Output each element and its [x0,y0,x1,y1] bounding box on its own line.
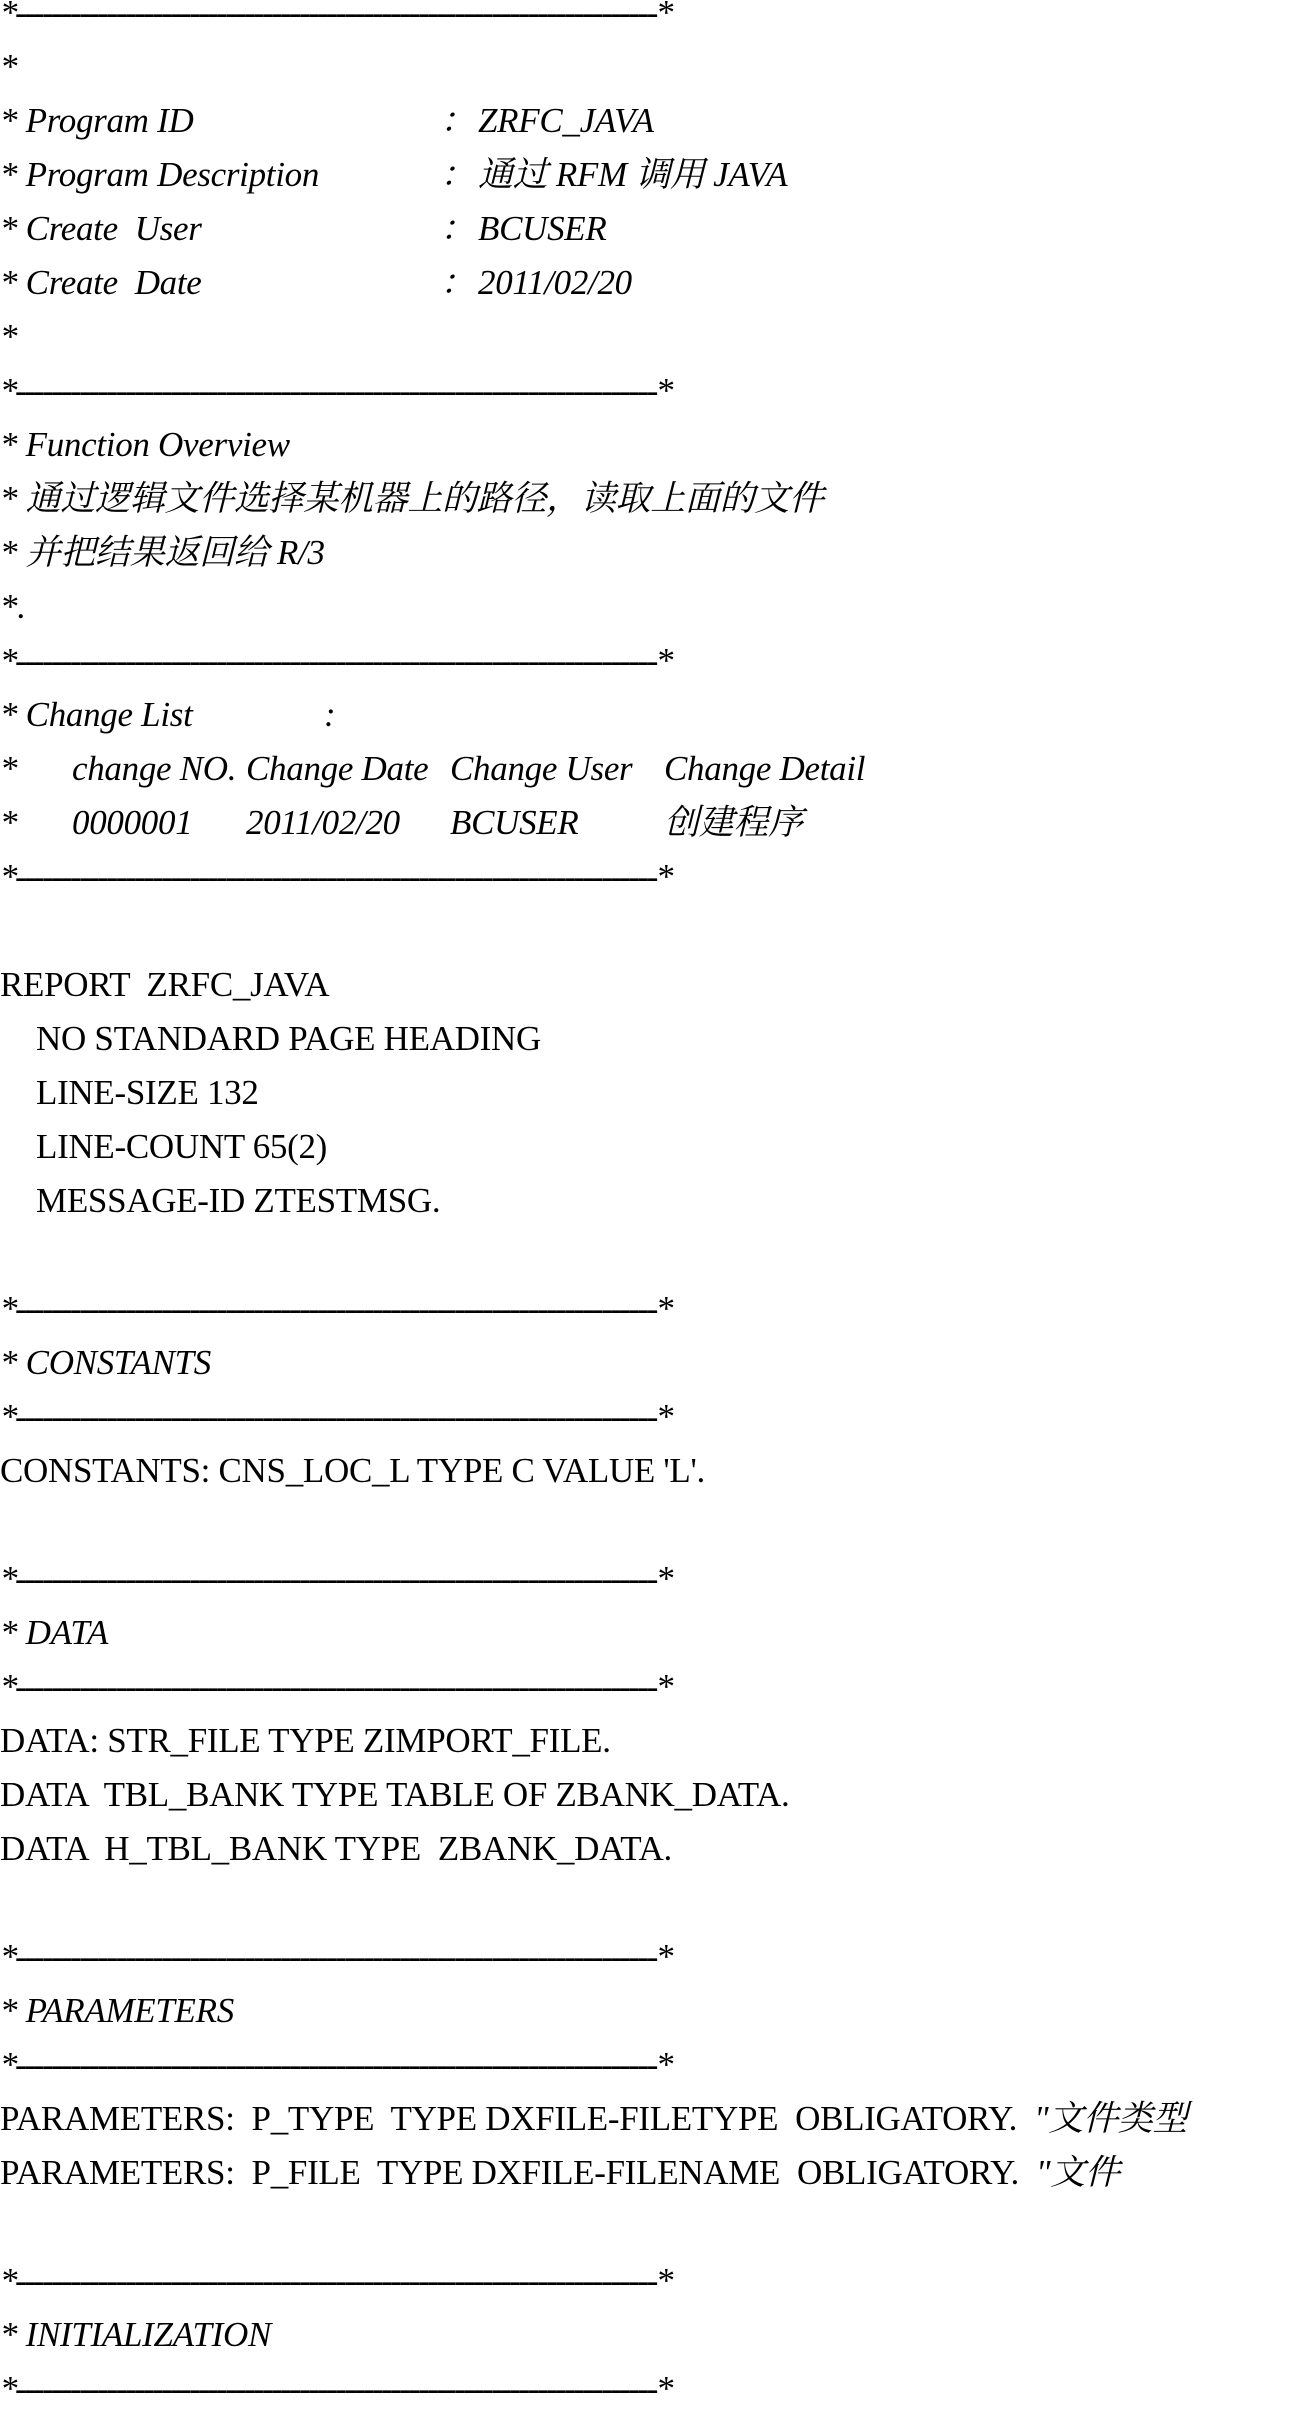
constants-declaration: CONSTANTS: CNS_LOC_L TYPE C VALUE 'L'. [0,1451,705,1490]
report-option: LINE-SIZE 132 [36,1073,259,1112]
colon: ： [440,209,475,248]
separator-line: *----------------------------------------------------------------------* [0,1937,671,1976]
colon: ： [440,263,475,302]
change-list-title: * Change List [0,695,193,734]
report-option: NO STANDARD PAGE HEADING [36,1019,541,1058]
change-no-cell: 0000001 [72,803,193,842]
change-list-row [0,796,1292,850]
parameter-code: PARAMETERS: P_TYPE TYPE DXFILE-FILETYPE OBLIGATORY. [0,2099,1034,2138]
program-description-value: 通过 RFM 调用 JAVA [478,155,788,194]
function-overview-end: *. [0,587,26,626]
change-list-colon: : [324,695,336,734]
blank-line [0,2200,1292,2254]
create-date-label: * Create Date [0,263,202,302]
report-option: LINE-COUNT 65(2) [36,1127,328,1166]
change-list-title-row [0,688,1292,742]
comment-star: * [0,47,18,86]
change-list-header-row [0,742,1292,796]
change-user-cell: BCUSER [450,803,579,842]
parameter-declaration [0,2146,1292,2200]
separator-line: *----------------------------------------------------------------------* [0,641,671,680]
parameters-section-title: * PARAMETERS [0,1991,234,2030]
create-date-row [0,256,1292,310]
data-declaration: DATA TBL_BANK TYPE TABLE OF ZBANK_DATA. [0,1775,790,1814]
colon: ： [440,155,475,194]
change-no-header: change NO. [72,749,237,788]
separator-line: *----------------------------------------------------------------------* [0,371,671,410]
separator-line: *----------------------------------------------------------------------* [0,1559,671,1598]
separator-line: *----------------------------------------------------------------------* [0,0,671,32]
constants-section-title: * CONSTANTS [0,1343,211,1382]
colon: ： [440,101,475,140]
data-declaration: DATA: STR_FILE TYPE ZIMPORT_FILE. [0,1721,611,1760]
function-overview-title: * Function Overview [0,425,290,464]
report-statement: REPORT ZRFC_JAVA [0,965,330,1004]
change-detail-cell: 创建程序 [664,803,803,842]
separator-line: *----------------------------------------------------------------------* [0,2045,671,2084]
create-user-value: BCUSER [478,209,607,248]
comment-star: * [0,317,18,356]
parameter-code: PARAMETERS: P_FILE TYPE DXFILE-FILENAME OBLIGATORY. [0,2153,1036,2192]
change-detail-header: Change Detail [664,749,866,788]
separator-line: *----------------------------------------------------------------------* [0,857,671,896]
blank-line [0,1498,1292,1552]
blank-line [0,1876,1292,1930]
separator-line: *----------------------------------------------------------------------* [0,2261,671,2300]
create-date-value: 2011/02/20 [478,263,632,302]
change-user-header: Change User [450,749,633,788]
change-date-header: Change Date [246,749,429,788]
program-id-label: * Program ID [0,101,194,140]
program-description-label: * Program Description [0,155,320,194]
blank-line [0,1228,1292,1282]
initialization-section-title: * INITIALIZATION [0,2315,272,2354]
parameter-declaration [0,2092,1292,2146]
report-option: MESSAGE-ID ZTESTMSG. [36,1181,441,1220]
data-section-title: * DATA [0,1613,109,1652]
change-date-cell: 2011/02/20 [246,803,400,842]
create-user-label: * Create User [0,209,202,248]
program-description-row [0,148,1292,202]
separator-line: *----------------------------------------------------------------------* [0,2369,671,2408]
create-user-row [0,202,1292,256]
parameter-comment: "文件类型 [1033,2099,1188,2138]
data-declaration: DATA H_TBL_BANK TYPE ZBANK_DATA. [0,1829,672,1868]
function-overview-line: * 并把结果返回给 R/3 [0,533,325,572]
blank-line [0,904,1292,958]
comment-star: * [0,803,18,842]
function-overview-line: * 通过逻辑文件选择某机器上的路径，读取上面的文件 [0,479,824,518]
comment-star: * [0,749,18,788]
program-id-row [0,94,1292,148]
program-id-value: ZRFC_JAVA [478,101,654,140]
separator-line: *----------------------------------------------------------------------* [0,1289,671,1328]
separator-line: *----------------------------------------------------------------------* [0,1667,671,1706]
separator-line: *----------------------------------------------------------------------* [0,1397,671,1436]
parameter-comment: "文件 [1035,2153,1120,2192]
